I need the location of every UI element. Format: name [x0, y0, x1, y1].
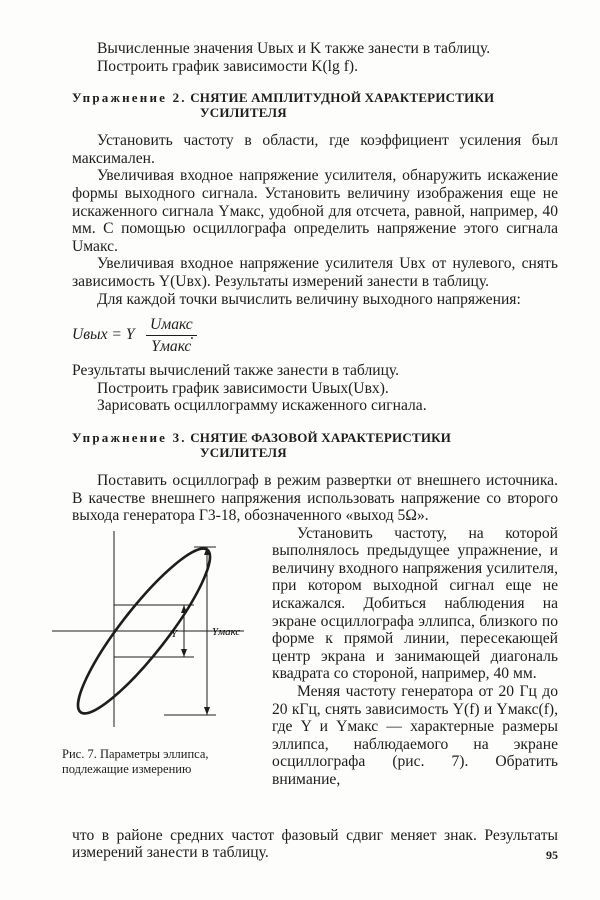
formula-end: . [190, 326, 194, 344]
paragraph: Зарисовать осциллограмму искаженного сигнала. [96, 397, 427, 415]
heading-line: УСИЛИТЕЛЯ [200, 444, 287, 460]
paragraph: Меняя частоту генератора от 20 Гц до 20 кГц, снять зависимость Y(f) и Yмакс(f), где Y и Yмакс — характерные размеры эллипса, наблюдаемого на экране осциллографа (рис. 7). Обратить внимание, [272, 683, 558, 788]
heading-line: УСИЛИТЕЛЯ [200, 105, 287, 121]
heading-line: СНЯТИЕ ФАЗОВОЙ ХАРАКТЕРИСТИКИ [190, 429, 452, 445]
paragraph: Установить частоту в области, где коэффициент усиления был максимален. [72, 132, 558, 167]
arrow-down-icon [204, 707, 210, 715]
paragraph: Для каждой точки вычислить величину выходного напряжения: [96, 290, 521, 308]
paragraph: Результаты вычислений также занести в таблицу. [72, 362, 400, 380]
paragraph: что в районе средних частот фазовый сдвиг меняет знак. Результаты измерений занести в таблицу. [72, 826, 558, 862]
exercise-label: Упражнение 3. [72, 429, 187, 445]
side-text [272, 525, 558, 789]
page-body [62, 40, 558, 862]
heading-line: СНЯТИЕ АМПЛИТУДНОЙ ХАРАКТЕРИСТИКИ [190, 90, 495, 106]
formula-numerator: Uмакс [146, 316, 197, 336]
page-number: 95 [546, 848, 558, 862]
formula-lhs: Uвых = Y [72, 326, 135, 344]
paragraph: Построить график зависимости K(lg f). [96, 57, 358, 75]
formula [72, 314, 558, 356]
paragraph: Построить график зависимости Uвых(Uвх). [96, 379, 389, 397]
exercise-label: Упражнение 2. [72, 90, 187, 106]
figure-block [62, 524, 558, 827]
paragraph: Вычисленные значения Uвых и K также занести в таблицу. [96, 40, 491, 57]
paragraph: Увеличивая входное напряжение усилителя Uвх от нулевого, снять зависимость Y(Uвх). Результаты измерений занести в таблицу. [72, 255, 558, 290]
formula-denominator: Yмакс [151, 338, 192, 356]
arrow-up-icon [181, 605, 187, 613]
paragraph: Увеличивая входное напряжение усилителя, обнаружить искажение формы выходного сигнала. Установить величину изображения еще не искаженного сигнала Yмакс, удобной для отсчета, равной, например, 40 мм. С помощью осциллографа определить напряжение этого сигнала Uмакс. [72, 167, 558, 255]
section-heading [72, 430, 558, 460]
arrow-down-icon [181, 649, 187, 657]
ellipse-figure [44, 531, 274, 727]
paragraph: Установить частоту, на которой выполнялось предыдущее упражнение, и величину входного напряжения усилителя, при котором выходной сигнал еще не искажался. Добиться наблюдения на экране осциллографа эллипса, близкого по форме к прямой линии, пересекающей центр экрана и занимающей диагональ квадрата со стороной, например, 40 мм. [272, 524, 558, 683]
figure-caption: Рис. 7. Параметры эллипса, подлежащие измерению [62, 746, 209, 776]
label-y: Y [171, 627, 178, 640]
paragraph: Поставить осциллограф в режим развертки от внешнего источника. В качестве внешнего напряжения использовать напряжение со второго выхода генератора Г3-18, обозначенного «выход 5Ω». [72, 471, 558, 525]
label-ymax: Yмакс [212, 625, 241, 638]
section-heading [72, 90, 558, 120]
